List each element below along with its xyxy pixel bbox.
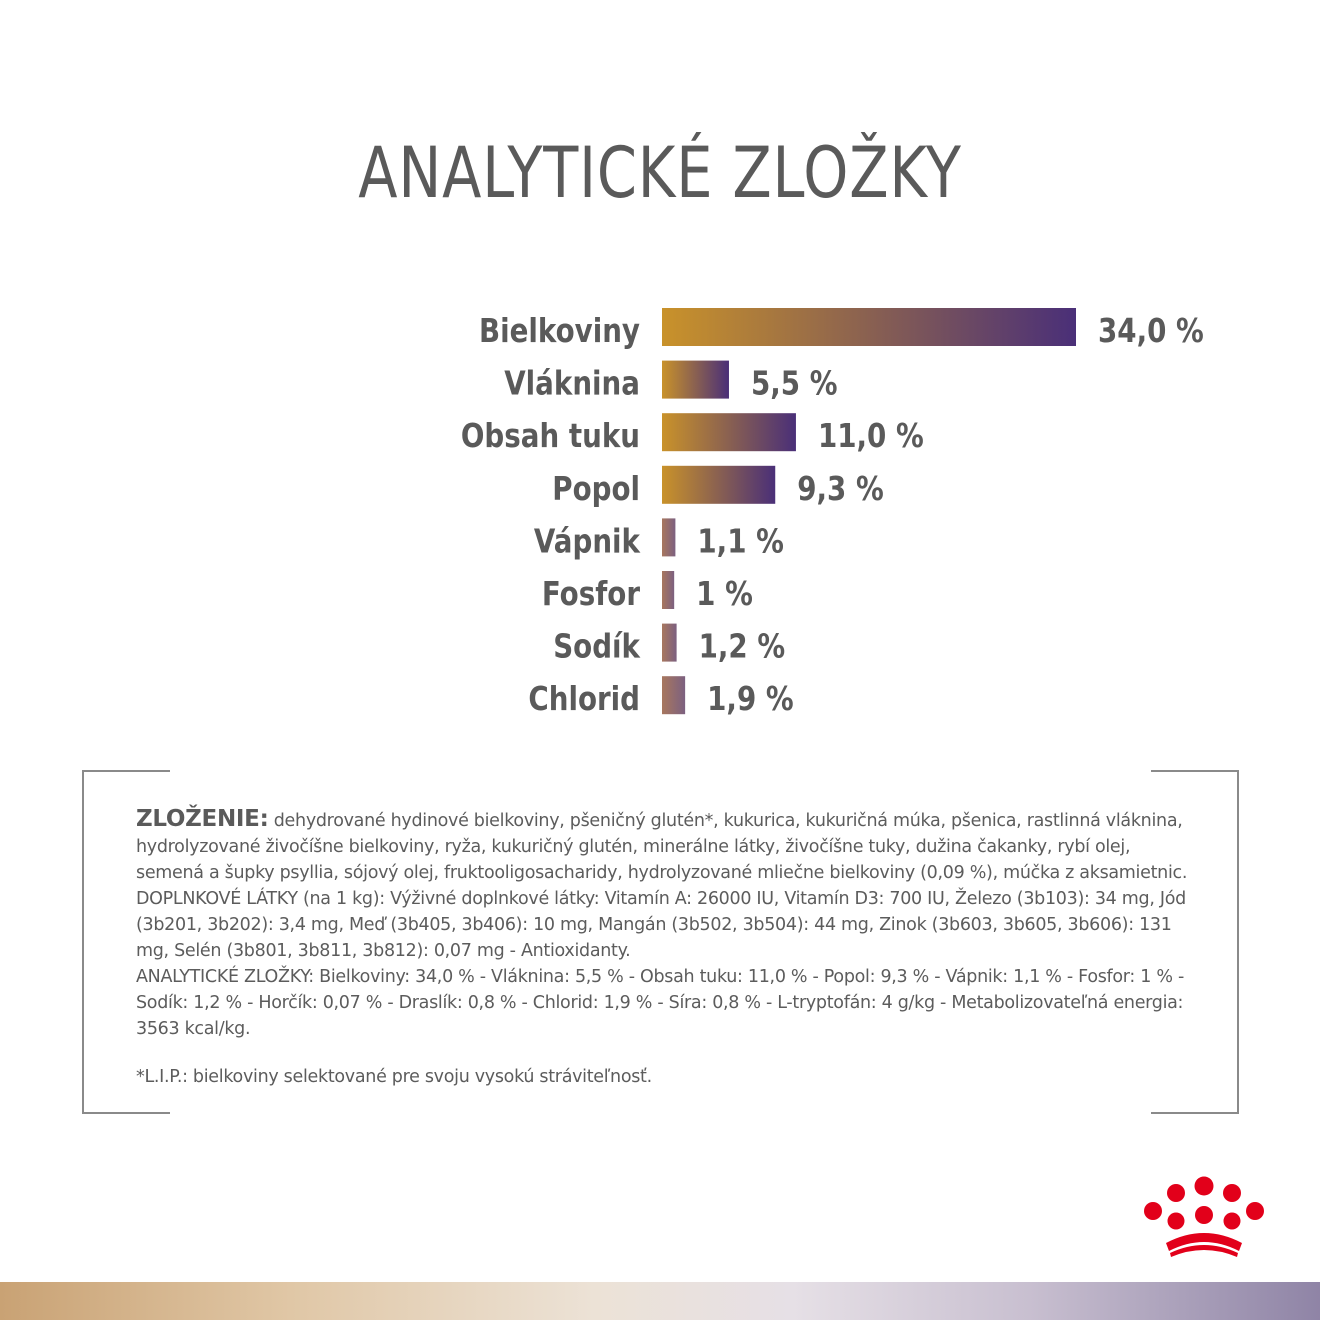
bar: [662, 676, 685, 714]
category-label: Vápnik: [533, 523, 640, 562]
page-title: ANALYTICKÉ ZLOŽKY: [358, 132, 962, 214]
composition-paragraph: [136, 806, 1196, 886]
value-label: 11,0 %: [817, 417, 924, 456]
bar: [662, 466, 775, 504]
category-label: Obsah tuku: [460, 417, 640, 456]
bar: [662, 624, 677, 662]
category-label: Vláknina: [504, 365, 640, 404]
value-label: 34,0 %: [1098, 312, 1204, 351]
category-label: Bielkoviny: [478, 312, 640, 351]
composition-additives: DOPLNKOVÉ LÁTKY (na 1 kg): Výživné doplnkové látky: Vitamín A: 26000 IU, Vitamín D3: 700 IU, Železo (3b103): 34 mg, Jód (3b201, 3b202): 3,4 mg, Meď (3b405, 3b406): 10 mg, Mangán (3b502, 3b504): 44 mg, Zinok (3b603, 3b605, 3b606): 131 mg, Selén (3b801, 3b811, 3b812): 0,07 mg - Antioxidanty.: [136, 889, 1186, 961]
composition-text-block: [136, 806, 1196, 1090]
category-label: Popol: [552, 470, 640, 509]
category-label: Chlorid: [528, 680, 640, 719]
value-label: 5,5 %: [750, 365, 838, 404]
category-label: Sodík: [553, 628, 640, 667]
royal-crown-logo-icon: [1136, 1175, 1272, 1261]
chart-marks: [461, 308, 1204, 719]
composition-ingredients: dehydrované hydinové bielkoviny, pšeničný glutén*, kukurica, kukuričná múka, pšenica, rastlinná vláknina, hydrolyzované živočíšne bielkoviny, ryža, kukuričný glutén, minerálne látky, živočíšne tuky, dužina čakanky, rybí olej, semená a šupky psyllia, sójový olej, fruktooligosacharidy, hydrolyzované mliečne bielkoviny (0,09 %), múčka z aksamietnic.: [136, 811, 1188, 883]
bottom-gradient-band: [0, 1282, 1320, 1320]
value-label: 1,1 %: [697, 523, 784, 562]
composition-footnote: *L.I.P.: bielkoviny selektované pre svoju vysokú stráviteľnosť.: [136, 1067, 652, 1087]
category-label: Fosfor: [541, 575, 640, 614]
value-label: 1,9 %: [707, 680, 794, 719]
bar: [662, 518, 675, 556]
bar: [662, 308, 1076, 346]
value-label: 1 %: [696, 575, 753, 614]
composition-analytical: ANALYTICKÉ ZLOŽKY: Bielkoviny: 34,0 % - Vláknina: 5,5 % - Obsah tuku: 11,0 % - Popol: 9,3 % - Vápnik: 1,1 % - Fosfor: 1 % - Sodík: 1,2 % - Horčík: 0,07 % - Draslík: 0,8 % - Chlorid: 1,9 % - Síra: 0,8 % - L-tryptofán: 4 g/kg - Metabolizovateľná energia: 3563 kcal/kg.: [136, 967, 1184, 1039]
bar: [662, 413, 796, 451]
bar: [662, 361, 729, 399]
bar: [662, 571, 674, 609]
value-label: 9,3 %: [797, 470, 884, 509]
value-label: 1,2 %: [698, 628, 786, 667]
composition-heading: ZLOŽENIE:: [136, 806, 269, 832]
